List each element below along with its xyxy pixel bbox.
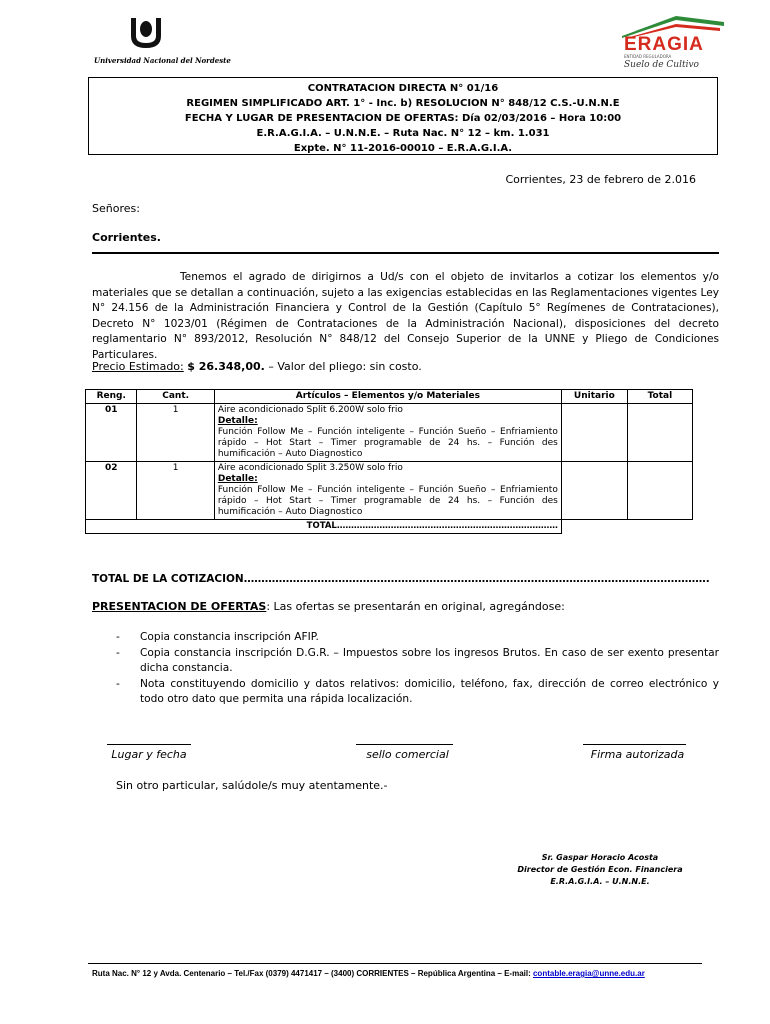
item-detail-label: Detalle: — [217, 416, 258, 426]
contract-header — [88, 77, 718, 155]
table-header-row — [86, 390, 693, 404]
row-reng: 01 — [86, 404, 137, 462]
row-total — [627, 404, 692, 462]
unne-emblem-icon — [128, 16, 164, 50]
item-title: Aire acondicionado Split 6.200W solo frio — [217, 405, 403, 415]
row-total — [627, 462, 692, 520]
lugar-line — [107, 744, 191, 745]
signer-title: Director de Gestión Econ. Financiera — [517, 865, 683, 874]
col-cant: Cant. — [137, 390, 214, 404]
row-cant: 1 — [137, 404, 214, 462]
item-title: Aire acondicionado Split 3.250W solo frio — [217, 463, 403, 473]
table-total-row — [86, 520, 693, 534]
footer-email-link[interactable]: contable.eragia@unne.edu.ar — [532, 969, 645, 978]
firma-label: Firma autorizada — [590, 748, 685, 761]
footer: Ruta Nac. N° 12 y Avda. Centenario – Tel./Fax (0379) 4471417 – (3400) CORRIENTES – República Argentina – E-mail: contable.eragia@unne.edu.ar — [92, 969, 645, 978]
sello-line — [356, 744, 453, 745]
row-cant: 1 — [137, 462, 214, 520]
list-item: - Copia constancia inscripción AFIP. — [116, 631, 319, 643]
col-reng: Reng. — [86, 390, 137, 404]
firma-line — [583, 744, 686, 745]
header-line-1: CONTRATACION DIRECTA N° 01/16 — [307, 83, 499, 94]
recipient-city: Corrientes. — [92, 231, 161, 244]
signer-name: Sr. Gaspar Horacio Acosta — [541, 853, 659, 862]
row-articulo — [214, 404, 561, 462]
eragia-logo — [616, 12, 728, 76]
estimated-price: Precio Estimado: $ 26.348,00. – Valor del pliego: sin costo. — [92, 360, 422, 373]
row-articulo — [214, 462, 561, 520]
col-unitario: Unitario — [561, 390, 627, 404]
letter-date: Corrientes, 23 de febrero de 2.016 — [505, 173, 696, 186]
table-row — [86, 462, 693, 520]
footer-rule — [88, 963, 702, 964]
list-item: - Nota constituyendo domicilio y datos relativos: domicilio, teléfono, fax, dirección de correo electrónico y todo otro dato que permita una rápida localización. — [116, 677, 719, 705]
row-reng: 02 — [86, 462, 137, 520]
unne-name: Universidad Nacional del Nordeste — [94, 56, 231, 65]
total-cotizacion: TOTAL DE LA COTIZACION……………………………………………………………………………………………………………………. — [92, 573, 710, 585]
signer-block — [500, 852, 700, 888]
presentacion-ofertas: PRESENTACION DE OFERTAS: Las ofertas se presentarán en original, agregándose: — [92, 600, 565, 613]
signer-org: E.R.A.G.I.A. – U.N.N.E. — [550, 877, 650, 886]
salutation: Señores: — [92, 202, 140, 215]
sello-label: sello comercial — [366, 748, 449, 761]
eragia-wordmark: ERAGIA — [624, 34, 704, 55]
header-line-2: REGIMEN SIMPLIFICADO ART. 1° - Inc. b) RESOLUCION N° 848/12 C.S.-U.N.N.E — [186, 98, 620, 109]
header-line-5: Expte. N° 11-2016-00010 – E.R.A.G.I.A. — [293, 143, 513, 154]
list-item: - Copia constancia inscripción D.G.R. – Impuestos sobre los ingresos Brutos. En caso de ser exento presentar dicha constancia. — [116, 646, 719, 674]
eragia-tagline: ENTIDAD REGULADORA — [624, 54, 672, 59]
eragia-signature: Suelo de Cultivo — [624, 60, 699, 70]
table-total-label: TOTAL…………………………………………………………………… — [86, 520, 562, 534]
closing-line: Sin otro particular, salúdole/s muy atentamente.- — [116, 779, 388, 792]
header-line-3: FECHA Y LUGAR DE PRESENTACION DE OFERTAS: Día 02/03/2016 – Hora 10:00 — [184, 113, 622, 124]
intro-paragraph: Tenemos el agrado de dirigirnos a Ud/s con el objeto de invitarlos a cotizar los elementos y/o materiales que se detallan a continuación, sujeto a las exigencias establecidas en las Reglamentaciones vigentes Ley N° 24.156 de la Administración Financiera y Control de la Gestión (Capítulo 5° Regímenes de Contrataciones), Decreto N° 1023/01 (Régimen de Contrataciones de la Administración Nacional), disposiciones del decreto reglamentario N° 893/2012, Resolución N° 848/12 del Consejo Superior de la UNNE y Pliego de Condiciones Particulares. — [92, 271, 719, 361]
requirements-list — [116, 630, 719, 708]
lugar-label: Lugar y fecha — [111, 748, 187, 761]
item-detail-label: Detalle: — [217, 474, 258, 484]
items-table — [85, 389, 693, 534]
separator-rule — [92, 252, 719, 254]
table-row — [86, 404, 693, 462]
item-detail: Función Follow Me – Función inteligente – Función Sueño – Enfriamiento rápido – Hot Start – Timer programable de 24 hs. – Función des humificación – Auto Diagnostico — [217, 485, 558, 517]
header-line-4: E.R.A.G.I.A. – U.N.N.E. – Ruta Nac. N° 12 – km. 1.031 — [256, 128, 550, 139]
item-detail: Función Follow Me – Función inteligente – Función Sueño – Enfriamiento rápido – Hot Start – Timer programable de 24 hs. – Función des humificación – Auto Diagnostico — [217, 427, 558, 459]
unne-logo — [88, 12, 231, 68]
row-unitario — [561, 404, 627, 462]
col-total: Total — [627, 390, 692, 404]
col-articulos: Artículos – Elementos y/o Materiales — [214, 390, 561, 404]
row-unitario — [561, 462, 627, 520]
